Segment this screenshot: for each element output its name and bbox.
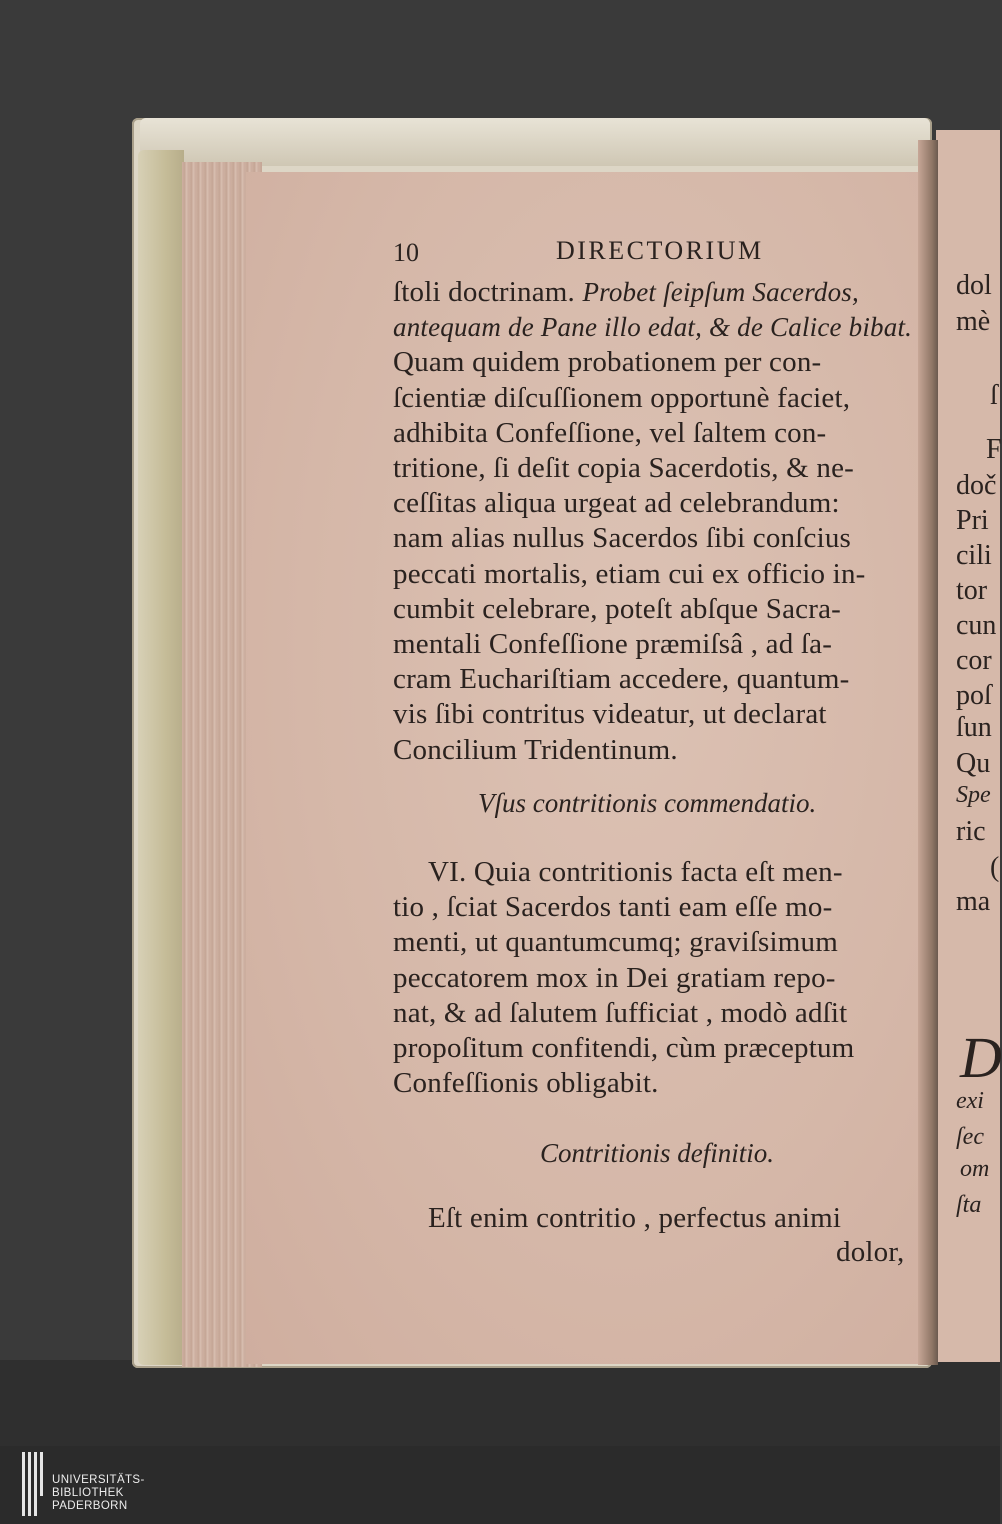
facing-fragment: cili <box>956 540 992 571</box>
facing-fragment: cor <box>956 645 992 676</box>
text-line <box>393 698 827 731</box>
roman-text: nam alias nullus Sacerdos ſibi conſcius <box>393 522 852 555</box>
text-line <box>393 276 859 309</box>
text-line: propoſitum confitendi, cùm præceptum <box>393 1032 855 1064</box>
section-heading-usus: Vſus contritionis commendatio. <box>478 788 817 818</box>
text-line <box>393 558 866 591</box>
roman-text: ceſſitas aliqua urgeat ad celebrandum: <box>393 487 840 520</box>
facing-fragment: Pri <box>956 505 989 536</box>
roman-text: mentali Confeſſione præmiſsâ , ad ſa- <box>393 628 833 660</box>
italic-text: Probet ſeipſum Sacerdos, <box>582 277 859 307</box>
facing-fragment: mè <box>956 306 991 337</box>
text-line <box>393 346 821 379</box>
facing-fragment: F <box>986 434 1002 465</box>
text-line <box>393 522 851 555</box>
facing-fragment: exi <box>956 1088 984 1114</box>
italic-text: antequam de Pane illo edat, & de Calice bibat. <box>393 312 913 343</box>
library-logo-icon <box>22 1452 46 1516</box>
facing-fragment: dol <box>956 270 992 301</box>
footer-bar <box>0 1446 1000 1524</box>
facing-fragment: ſun <box>956 712 992 743</box>
roman-text: cram Euchariſtiam accedere, quantum- <box>393 663 850 696</box>
text-line <box>393 382 850 415</box>
facing-fragment: doč <box>956 470 997 501</box>
book-spine <box>138 150 184 1365</box>
book-top-edge <box>140 118 930 166</box>
page-number: 10 <box>393 238 419 267</box>
roman-text: ſcientiæ diſcuſſionem opportunè faciet, <box>393 381 851 414</box>
roman-text: cumbit celebrare, poteſt abſque Sacra- <box>393 592 842 625</box>
text-line: nat, & ad ſalutem ſufficiat , modò adſit <box>393 996 848 1029</box>
text-line <box>393 628 832 661</box>
text-line <box>393 417 826 450</box>
roman-text: vis ſibi contritus videatur, ut declarat <box>393 698 827 731</box>
facing-fragment: ( <box>990 852 1000 883</box>
facing-fragment: cun <box>956 610 997 641</box>
facing-fragment: D <box>960 1025 1002 1090</box>
text-line <box>393 452 854 485</box>
text-line <box>393 663 849 696</box>
text-line: Confeſſionis obligabit. <box>393 1067 659 1100</box>
facing-fragment: ſec <box>956 1124 984 1150</box>
catchword: dolor, <box>836 1236 905 1268</box>
roman-text: Quam quidem probationem per con- <box>393 346 822 379</box>
text-line <box>393 734 678 767</box>
facing-fragment: ma <box>956 886 991 917</box>
facing-fragment: Spe <box>956 782 991 808</box>
roman-text: Concilium Tridentinum. <box>393 733 678 766</box>
table-surface <box>0 1360 1000 1446</box>
logo-line-3: PADERBORN <box>52 1500 128 1512</box>
facing-fragment: ſ <box>990 380 998 411</box>
section-heading-definitio: Contritionis definitio. <box>540 1138 775 1168</box>
text-line: tio , ſciat Sacerdos tanti eam eſſe mo- <box>393 891 833 924</box>
logo-line-1: UNIVERSITÄTS- <box>52 1474 145 1486</box>
text-line: peccatorem mox in Dei gratiam repo- <box>393 961 836 994</box>
text-line: menti, ut quantumcumq; graviſsimum <box>393 926 838 959</box>
text-line: Eſt enim contritio , perfectus animi <box>428 1202 842 1234</box>
roman-text: ſtoli doctrinam. <box>393 276 583 308</box>
facing-fragment: om <box>960 1156 990 1182</box>
facing-fragment: Qu <box>956 748 991 779</box>
logo-line-2: BIBLIOTHEK <box>52 1487 124 1499</box>
running-head: DIRECTORIUM <box>556 236 764 265</box>
facing-fragment: ric <box>956 816 986 847</box>
text-line <box>393 487 840 520</box>
roman-text: peccati mortalis, etiam cui ex officio in- <box>393 557 866 590</box>
text-line: VI. Quia contritionis facta eſt men- <box>428 856 843 888</box>
book-gutter <box>918 140 938 1365</box>
roman-text: adhibita Confeſſione, vel ſaltem con- <box>393 416 827 449</box>
facing-fragment: tor <box>956 575 988 606</box>
facing-fragment: poſ <box>956 680 992 711</box>
text-line <box>393 593 841 626</box>
text-line <box>393 311 912 344</box>
facing-fragment: ſta <box>956 1192 982 1218</box>
roman-text: tritione, ſi deſit copia Sacerdotis, & ne- <box>393 452 855 484</box>
